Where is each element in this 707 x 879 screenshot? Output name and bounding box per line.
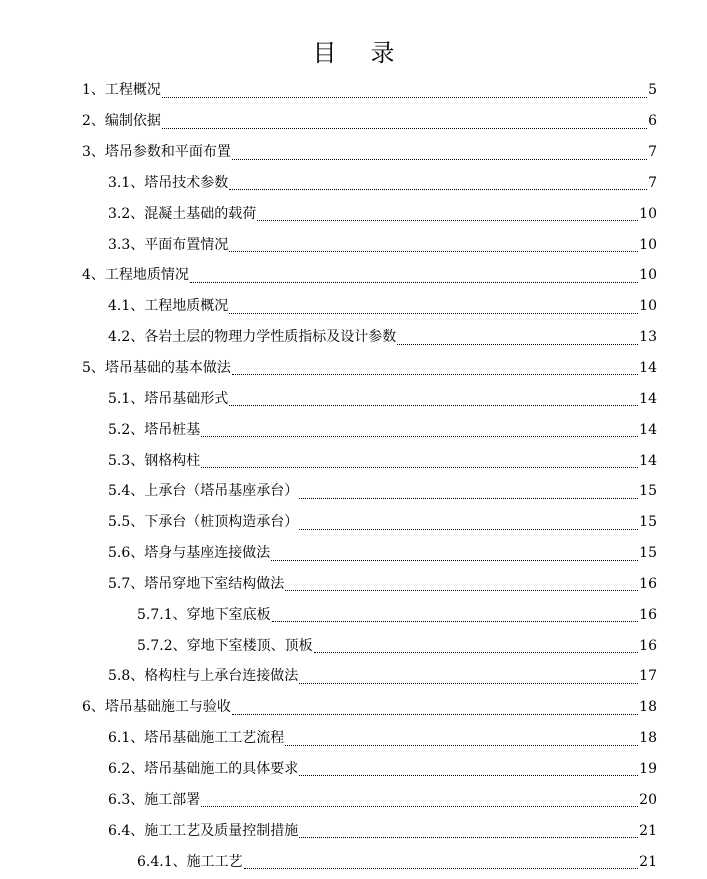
toc-entry[interactable] xyxy=(0,291,707,322)
toc-entry[interactable] xyxy=(0,229,707,260)
toc-entry[interactable] xyxy=(0,198,707,229)
toc-dot-leader xyxy=(162,127,647,129)
toc-entry[interactable] xyxy=(0,353,707,384)
toc-entry-page-number: 19 xyxy=(639,760,657,777)
toc-dot-leader xyxy=(299,497,638,499)
page-title xyxy=(0,36,707,70)
toc-entry[interactable] xyxy=(0,692,707,723)
toc-entry-page-number: 21 xyxy=(639,822,657,839)
toc-entry-label: 6、塔吊基础施工与验收 xyxy=(82,699,231,716)
toc-dot-leader xyxy=(299,528,638,530)
toc-dot-leader xyxy=(314,651,639,653)
toc-entry-page-number: 15 xyxy=(639,483,657,500)
toc-entry-label: 2、编制依据 xyxy=(82,113,161,130)
toc-dot-leader xyxy=(232,373,638,375)
toc-entry[interactable] xyxy=(0,106,707,137)
toc-dot-leader xyxy=(190,281,638,283)
toc-entry[interactable] xyxy=(0,414,707,445)
toc-entry-page-number: 15 xyxy=(639,514,657,531)
toc-entry[interactable] xyxy=(0,383,707,414)
toc-dot-leader xyxy=(272,620,639,622)
toc-entry-page-number: 21 xyxy=(639,853,657,870)
toc-entry-label: 3.1、塔吊技术参数 xyxy=(108,174,229,191)
toc-entry[interactable] xyxy=(0,784,707,815)
toc-dot-leader xyxy=(285,589,638,591)
toc-entry-page-number: 14 xyxy=(639,452,657,469)
toc-entry-page-number: 7 xyxy=(648,144,657,161)
toc-entry-label: 4.2、各岩土层的物理力学性质指标及设计参数 xyxy=(108,329,397,346)
toc-entry-label: 5.7.1、穿地下室底板 xyxy=(137,606,271,623)
toc-dot-leader xyxy=(229,312,638,314)
toc-entry-label: 5.8、格构柱与上承台连接做法 xyxy=(108,668,299,685)
toc-dot-leader xyxy=(162,96,647,98)
toc-entry-page-number: 5 xyxy=(648,82,657,99)
toc-dot-leader xyxy=(244,867,639,869)
toc-entry-label: 6.3、施工部署 xyxy=(108,791,201,808)
toc-entry[interactable] xyxy=(0,137,707,168)
toc-entry-page-number: 16 xyxy=(639,606,657,623)
toc-entry[interactable] xyxy=(0,754,707,785)
toc-entry-page-number: 20 xyxy=(639,791,657,808)
toc-entry-label: 5.6、塔身与基座连接做法 xyxy=(108,545,271,562)
toc-dot-leader xyxy=(201,435,638,437)
toc-dot-leader xyxy=(229,250,638,252)
toc-entry-page-number: 14 xyxy=(639,390,657,407)
toc-dot-leader xyxy=(232,713,638,715)
toc-dot-leader xyxy=(271,559,638,561)
toc-entry-page-number: 6 xyxy=(648,113,657,130)
toc-entry-label: 3、塔吊参数和平面布置 xyxy=(82,144,231,161)
toc-entry-page-number: 10 xyxy=(639,236,657,253)
title-char-2: 录 xyxy=(370,39,395,67)
toc-dot-leader xyxy=(299,836,638,838)
toc-dot-leader xyxy=(397,343,638,345)
toc-entry-label: 5.7、塔吊穿地下室结构做法 xyxy=(108,575,285,592)
toc-dot-leader xyxy=(232,158,647,160)
toc-entry[interactable] xyxy=(0,630,707,661)
toc-entry-label: 5.4、上承台（塔吊基座承台） xyxy=(108,483,299,500)
toc-dot-leader xyxy=(299,682,638,684)
toc-entry-label: 5.5、下承台（桩顶构造承台） xyxy=(108,514,299,531)
toc-entry[interactable] xyxy=(0,723,707,754)
toc-entry-page-number: 18 xyxy=(639,699,657,716)
toc-dot-leader xyxy=(201,466,638,468)
toc-dot-leader xyxy=(299,774,638,776)
toc-dot-leader xyxy=(229,404,638,406)
toc-dot-leader xyxy=(229,188,647,190)
toc-entry-label: 4.1、工程地质概况 xyxy=(108,298,229,315)
toc-entry-label: 3.3、平面布置情况 xyxy=(108,236,229,253)
toc-entry-page-number: 14 xyxy=(639,421,657,438)
toc-entry[interactable] xyxy=(0,260,707,291)
toc-entry-page-number: 16 xyxy=(639,575,657,592)
toc-entry-page-number: 15 xyxy=(639,545,657,562)
toc-entry-page-number: 18 xyxy=(639,730,657,747)
toc-entry[interactable] xyxy=(0,661,707,692)
toc-entry[interactable] xyxy=(0,75,707,106)
toc-entry-page-number: 16 xyxy=(639,637,657,654)
toc-entry-label: 6.2、塔吊基础施工的具体要求 xyxy=(108,760,299,777)
toc-entry[interactable] xyxy=(0,569,707,600)
toc-entry-label: 5、塔吊基础的基本做法 xyxy=(82,360,231,377)
toc-entry-page-number: 14 xyxy=(639,360,657,377)
title-char-1: 目 xyxy=(312,39,337,67)
table-of-contents xyxy=(0,75,707,877)
toc-entry-page-number: 13 xyxy=(639,329,657,346)
toc-entry-label: 4、工程地质情况 xyxy=(82,267,189,284)
toc-entry[interactable] xyxy=(0,476,707,507)
toc-dot-leader xyxy=(285,744,638,746)
toc-entry-page-number: 17 xyxy=(639,668,657,685)
toc-entry-label: 6.4.1、施工工艺 xyxy=(137,853,243,870)
toc-entry[interactable] xyxy=(0,507,707,538)
toc-entry[interactable] xyxy=(0,538,707,569)
toc-entry-label: 5.7.2、穿地下室楼顶、顶板 xyxy=(137,637,313,654)
toc-entry-page-number: 10 xyxy=(639,267,657,284)
toc-entry-label: 1、工程概况 xyxy=(82,82,161,99)
toc-entry-label: 6.4、施工工艺及质量控制措施 xyxy=(108,822,299,839)
toc-entry[interactable] xyxy=(0,599,707,630)
toc-entry-label: 6.1、塔吊基础施工工艺流程 xyxy=(108,730,285,747)
toc-entry[interactable] xyxy=(0,846,707,877)
toc-entry[interactable] xyxy=(0,322,707,353)
toc-entry-label: 5.3、钢格构柱 xyxy=(108,452,201,469)
toc-dot-leader xyxy=(257,219,638,221)
toc-entry-page-number: 10 xyxy=(639,298,657,315)
toc-entry-page-number: 7 xyxy=(648,174,657,191)
toc-entry-label: 5.2、塔吊桩基 xyxy=(108,421,201,438)
toc-dot-leader xyxy=(201,805,638,807)
toc-entry-page-number: 10 xyxy=(639,205,657,222)
toc-entry-label: 5.1、塔吊基础形式 xyxy=(108,390,229,407)
toc-entry[interactable] xyxy=(0,445,707,476)
toc-entry-label: 3.2、混凝土基础的载荷 xyxy=(108,205,257,222)
toc-entry[interactable] xyxy=(0,815,707,846)
toc-entry[interactable] xyxy=(0,168,707,199)
